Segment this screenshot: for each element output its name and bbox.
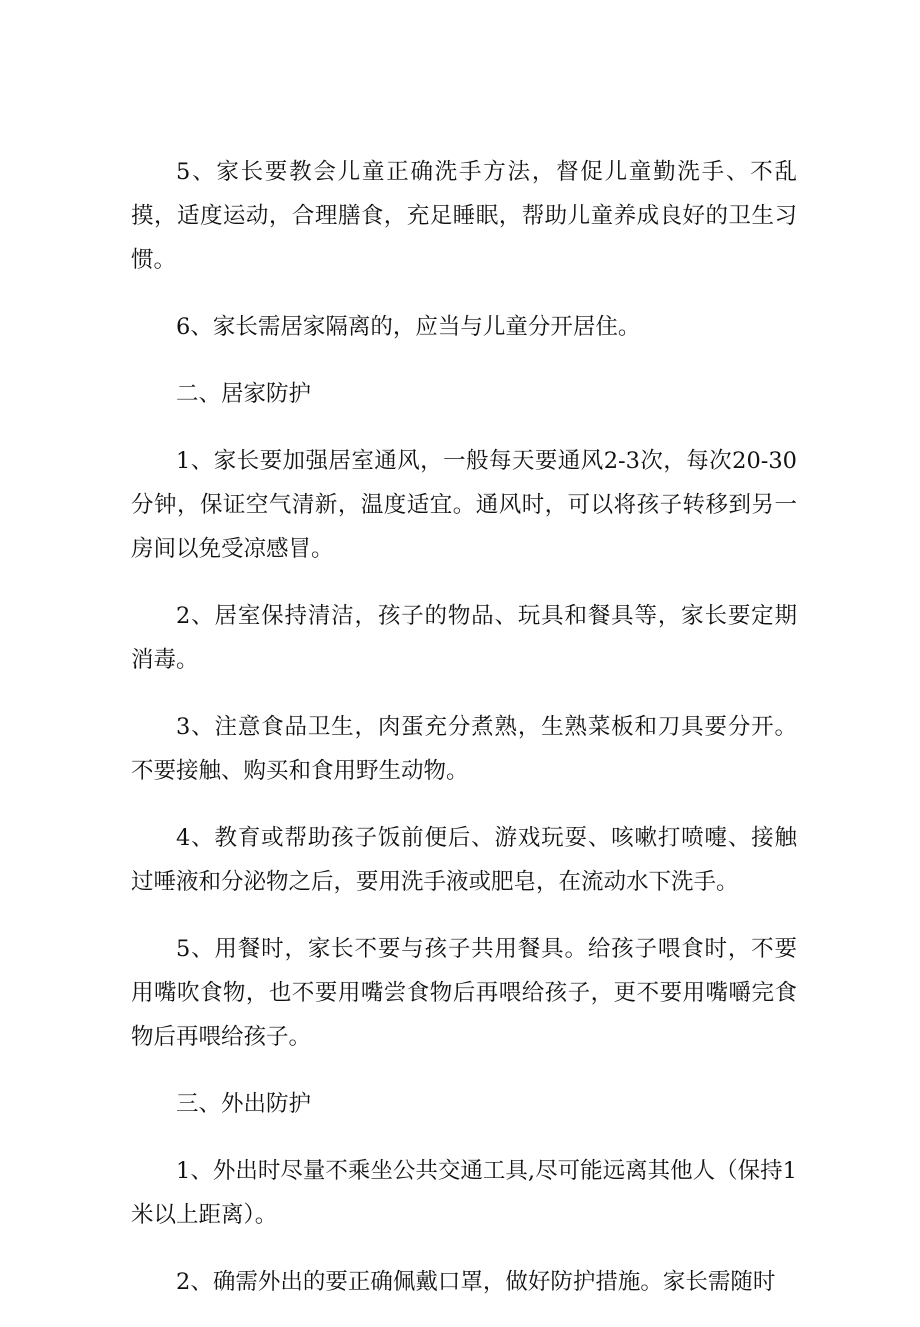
section-heading-outdoor-protection: 三、外出防护 xyxy=(176,1091,312,1117)
paragraph-tableware: 5、用餐时，家长不要与孩子共用餐具。给孩子喂食时，不要用嘴吹食物，也不要用嘴尝食物后再喂给孩子，更不要用嘴嚼完食物后再喂给孩子。 xyxy=(131,936,797,1050)
paragraph-public-transport: 1、外出时尽量不乘坐公共交通工具,尽可能远离其他人（保持1米以上距离）。 xyxy=(131,1158,797,1228)
paragraph-home-isolation: 6、家长需居家隔离的，应当与儿童分开居住。 xyxy=(176,314,641,340)
paragraph-ventilation: 1、家长要加强居室通风，一般每天要通风2-3次，每次20-30分钟，保证空气清新，温度适宜。通风时，可以将孩子转移到另一房间以免受凉感冒。 xyxy=(131,448,797,562)
paragraph-washing-hands-teaching: 4、教育或帮助孩子饭前便后、游戏玩耍、咳嗽打喷嚏、接触过唾液和分泌物之后，要用洗手液或肥皂，在流动水下洗手。 xyxy=(131,825,797,895)
paragraph-mask: 2、确需外出的要正确佩戴口罩，做好防护措施。家长需随时 xyxy=(176,1269,776,1295)
paragraph-food-hygiene: 3、注意食品卫生，肉蛋充分煮熟，生熟菜板和刀具要分开。不要接触、购买和食用野生动物。 xyxy=(131,714,797,784)
document-body xyxy=(131,150,797,1327)
paragraph-hand-washing: 5、家长要教会儿童正确洗手方法，督促儿童勤洗手、不乱摸，适度运动，合理膳食，充足睡眠，帮助儿童养成良好的卫生习惯。 xyxy=(131,159,797,273)
section-heading-home-protection: 二、居家防护 xyxy=(176,381,312,407)
paragraph-cleaning: 2、居室保持清洁，孩子的物品、玩具和餐具等，家长要定期消毒。 xyxy=(131,603,797,673)
